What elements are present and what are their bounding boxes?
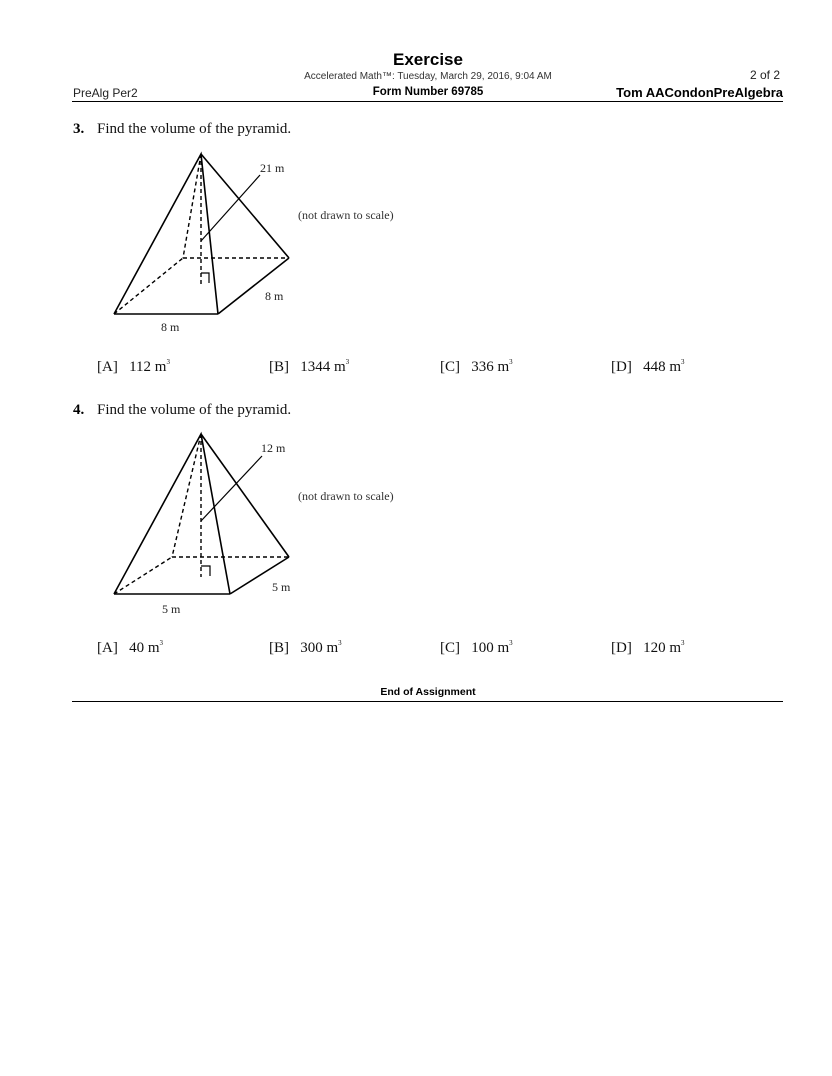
pyramid-4-base-label: 5 m: [162, 602, 181, 616]
pyramid-4-height-label: 12 m: [261, 441, 286, 455]
choice-letter: [A]: [97, 359, 118, 375]
student-name: Tom AACondonPreAlgebra: [616, 85, 783, 100]
class-name: PreAlg Per2: [73, 86, 138, 100]
question-4-choice-b[interactable]: [269, 639, 342, 657]
choice-exponent: 3: [681, 358, 685, 366]
pyramid-4-hidden-back-edge: [172, 434, 201, 557]
form-number: Form Number 69785: [372, 86, 484, 98]
choice-exponent: 3: [338, 639, 342, 647]
pyramid-3-base-label: 8 m: [161, 320, 180, 334]
choice-letter: [C]: [440, 640, 460, 656]
choice-letter: [B]: [269, 359, 289, 375]
page-indicator: 2 of 2: [749, 68, 780, 82]
choice-letter: [D]: [611, 640, 632, 656]
pyramid-3-height-label: 21 m: [260, 161, 285, 175]
question-4-choice-a[interactable]: [97, 639, 163, 657]
choice-value: 448 m: [643, 359, 681, 375]
choice-exponent: 3: [681, 639, 685, 647]
choice-value: 120 m: [643, 640, 681, 656]
choice-exponent: 3: [509, 639, 513, 647]
question-3-number: 3.: [73, 121, 85, 137]
choice-value: 112 m: [129, 359, 167, 375]
choice-value: 40 m: [129, 640, 160, 656]
question-4-number: 4.: [73, 402, 85, 418]
choice-exponent: 3: [345, 358, 350, 366]
pyramid-4-right-angle-mark: [201, 566, 210, 576]
worksheet-subtitle: Accelerated Math™: Tuesday, March 29, 2016, 9:04 AM: [304, 71, 552, 82]
choice-exponent: 3: [166, 358, 170, 366]
end-of-assignment: End of Assignment: [380, 686, 476, 698]
worksheet-title: Exercise: [393, 50, 463, 69]
question-4-prompt: Find the volume of the pyramid.: [97, 402, 292, 418]
pyramid-4-side-label: 5 m: [272, 580, 291, 594]
pyramid-4-visible-edges: [114, 434, 230, 594]
footer-divider: [72, 701, 783, 702]
choice-letter: [B]: [269, 640, 289, 656]
choice-letter: [C]: [440, 359, 460, 375]
choice-value: 1344 m: [300, 359, 346, 375]
choice-exponent: 3: [159, 639, 163, 647]
choice-exponent: 3: [509, 358, 513, 366]
question-4-choice-d[interactable]: [611, 639, 685, 657]
question-4-choice-c[interactable]: [440, 639, 513, 657]
question-4-scale-note: (not drawn to scale): [298, 489, 394, 503]
question-3-prompt: Find the volume of the pyramid.: [97, 121, 292, 137]
pyramid-4-hidden-left-base: [114, 557, 172, 594]
choice-letter: [A]: [97, 640, 118, 656]
choice-value: 100 m: [471, 640, 510, 656]
choice-letter: [D]: [611, 359, 632, 375]
pyramid-3-side-label: 8 m: [265, 289, 284, 303]
question-3-scale-note: (not drawn to scale): [298, 208, 394, 222]
choice-value: 300 m: [300, 640, 339, 656]
choice-value: 336 m: [471, 359, 510, 375]
